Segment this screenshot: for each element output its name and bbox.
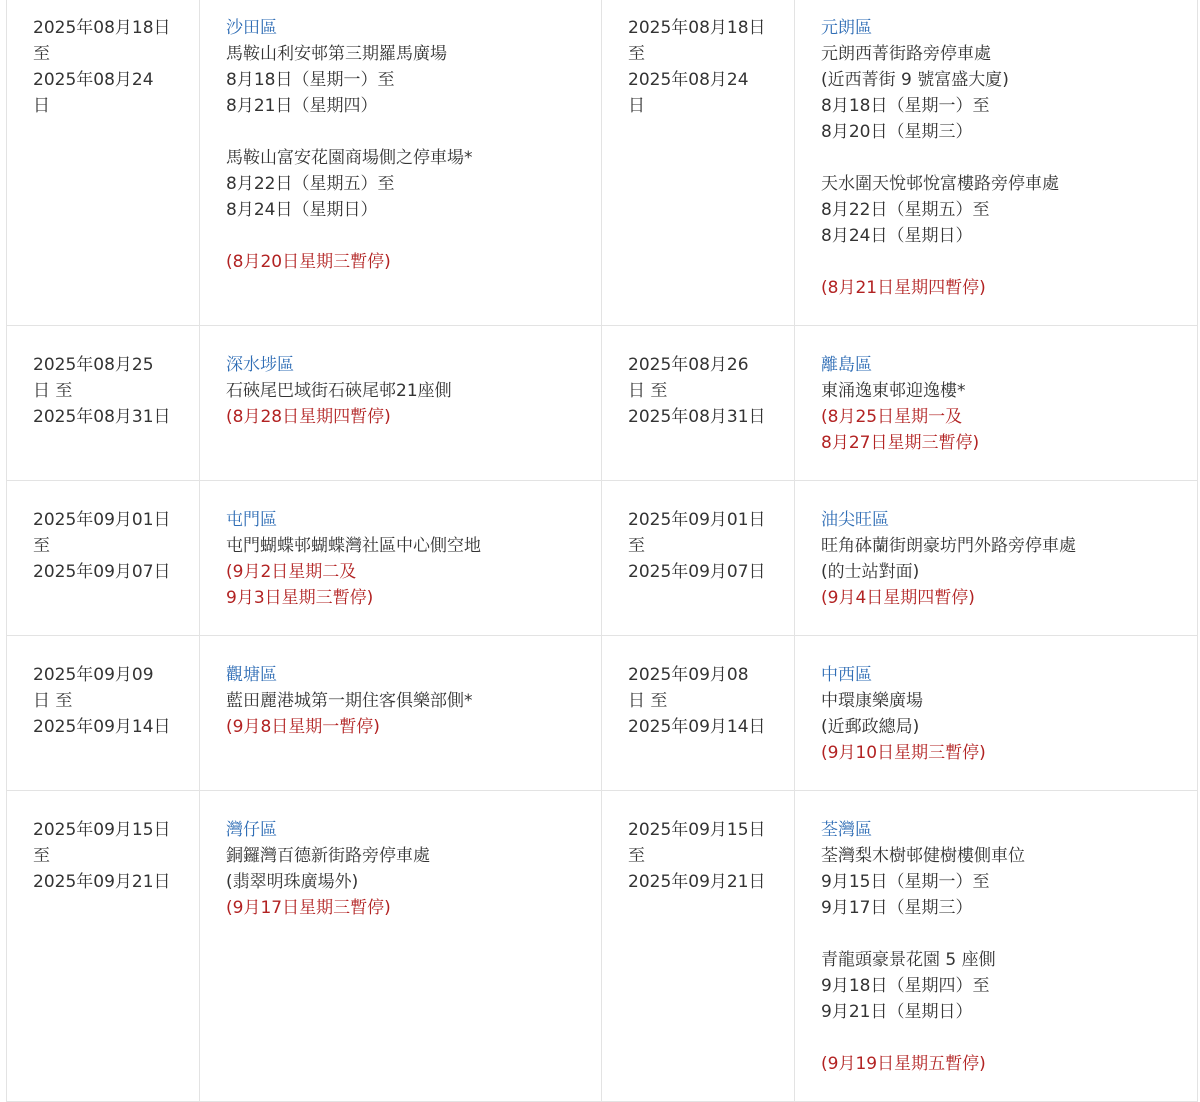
- location-line: 東涌逸東邨迎逸樓*: [821, 381, 966, 401]
- suspension-notice: (8月20日星期三暫停): [226, 252, 391, 272]
- spacer: [821, 249, 1173, 275]
- date-line: 至: [628, 536, 645, 556]
- date-line: 2025年08月18日: [33, 18, 171, 38]
- suspension-notice: (9月8日星期一暫停): [226, 717, 380, 737]
- suspension-notice: (8月21日星期四暫停): [821, 278, 986, 298]
- location-line: 天水圍天悅邨悅富樓路旁停車處: [821, 174, 1059, 194]
- date-cell: [602, 636, 795, 791]
- location-cell: [200, 636, 602, 791]
- date-cell: [602, 0, 795, 326]
- location-line: 銅鑼灣百德新街路旁停車處: [226, 846, 430, 866]
- date-line: 日 至: [628, 381, 668, 401]
- location-line: (的士站對面): [821, 562, 920, 582]
- schedule-line: 9月21日（星期日）: [821, 1002, 973, 1022]
- district-link[interactable]: 深水埗區: [226, 355, 294, 375]
- date-line: 日 至: [33, 691, 73, 711]
- location-cell: [200, 326, 602, 481]
- schedule-line: 9月15日（星期一）至: [821, 872, 990, 892]
- table-row: [7, 481, 1198, 636]
- location-line: (近郵政總局): [821, 717, 920, 737]
- date-cell: [7, 326, 200, 481]
- district-link[interactable]: 沙田區: [226, 18, 277, 38]
- date-line: 日: [628, 96, 645, 116]
- date-line: 2025年08月25: [33, 355, 154, 375]
- location-line: (近西菁街 9 號富盛大廈): [821, 70, 1009, 90]
- date-line: 2025年08月24: [33, 70, 154, 90]
- location-line: 屯門蝴蝶邨蝴蝶灣社區中心側空地: [226, 536, 481, 556]
- schedule-line: 8月18日（星期一）至: [821, 96, 990, 116]
- schedule-body: [7, 0, 1198, 1102]
- date-line: 2025年09月01日: [33, 510, 171, 530]
- location-line: 荃灣梨木樹邨健樹樓側車位: [821, 846, 1025, 866]
- date-cell: [7, 791, 200, 1102]
- date-line: 2025年09月08: [628, 665, 749, 685]
- schedule-line: 8月24日（星期日）: [821, 226, 973, 246]
- date-cell: [602, 791, 795, 1102]
- table-row: [7, 0, 1198, 326]
- location-cell: [200, 791, 602, 1102]
- date-line: 至: [628, 846, 645, 866]
- date-line: 2025年08月26: [628, 355, 749, 375]
- spacer: [821, 145, 1173, 171]
- suspension-notice: (9月19日星期五暫停): [821, 1054, 986, 1074]
- district-link[interactable]: 中西區: [821, 665, 872, 685]
- schedule-line: 9月17日（星期三）: [821, 898, 973, 918]
- schedule-line: 8月21日（星期四）: [226, 96, 378, 116]
- date-line: 2025年08月24: [628, 70, 749, 90]
- district-link[interactable]: 離島區: [821, 355, 872, 375]
- suspension-notice: (9月4日星期四暫停): [821, 588, 975, 608]
- date-line: 日 至: [628, 691, 668, 711]
- location-line: 中環康樂廣場: [821, 691, 923, 711]
- date-line: 2025年09月21日: [33, 872, 171, 892]
- suspension-notice: 8月27日星期三暫停): [821, 433, 980, 453]
- location-line: 馬鞍山富安花園商場側之停車場*: [226, 148, 473, 168]
- spacer: [226, 223, 577, 249]
- location-line: 石硤尾巴域街石硤尾邨21座側: [226, 381, 452, 401]
- district-link[interactable]: 屯門區: [226, 510, 277, 530]
- date-line: 2025年08月31日: [33, 407, 171, 427]
- location-cell: [795, 481, 1198, 636]
- location-cell: [200, 0, 602, 326]
- date-line: 2025年09月14日: [33, 717, 171, 737]
- date-line: 至: [33, 846, 50, 866]
- date-line: 2025年09月09: [33, 665, 154, 685]
- schedule-line: 9月18日（星期四）至: [821, 976, 990, 996]
- date-line: 2025年08月18日: [628, 18, 766, 38]
- date-cell: [7, 481, 200, 636]
- date-line: 2025年09月15日: [33, 820, 171, 840]
- schedule-line: 8月20日（星期三）: [821, 122, 973, 142]
- spacer: [821, 921, 1173, 947]
- date-line: 日 至: [33, 381, 73, 401]
- date-cell: [7, 636, 200, 791]
- location-cell: [795, 326, 1198, 481]
- district-link[interactable]: 灣仔區: [226, 820, 277, 840]
- district-link[interactable]: 元朗區: [821, 18, 872, 38]
- date-line: 2025年09月07日: [33, 562, 171, 582]
- table-row: [7, 791, 1198, 1102]
- location-cell: [795, 636, 1198, 791]
- district-link[interactable]: 油尖旺區: [821, 510, 889, 530]
- location-line: 藍田麗港城第一期住客俱樂部側*: [226, 691, 473, 711]
- location-line: 旺角砵蘭街朗豪坊門外路旁停車處: [821, 536, 1076, 556]
- date-line: 2025年09月15日: [628, 820, 766, 840]
- spacer: [821, 1025, 1173, 1051]
- date-line: 2025年09月07日: [628, 562, 766, 582]
- date-cell: [7, 0, 200, 326]
- district-link[interactable]: 荃灣區: [821, 820, 872, 840]
- suspension-notice: (9月10日星期三暫停): [821, 743, 986, 763]
- schedule-line: 8月24日（星期日）: [226, 200, 378, 220]
- table-row: [7, 326, 1198, 481]
- date-line: 至: [628, 44, 645, 64]
- suspension-notice: (8月28日星期四暫停): [226, 407, 391, 427]
- location-cell: [795, 0, 1198, 326]
- district-link[interactable]: 觀塘區: [226, 665, 277, 685]
- location-line: (翡翠明珠廣場外): [226, 872, 359, 892]
- date-line: 日: [33, 96, 50, 116]
- table-row: [7, 636, 1198, 791]
- schedule-table: [6, 0, 1198, 1102]
- suspension-notice: (9月17日星期三暫停): [226, 898, 391, 918]
- date-line: 至: [33, 44, 50, 64]
- date-line: 2025年09月14日: [628, 717, 766, 737]
- schedule-line: 8月22日（星期五）至: [226, 174, 395, 194]
- date-line: 2025年08月31日: [628, 407, 766, 427]
- location-line: 元朗西菁街路旁停車處: [821, 44, 991, 64]
- schedule-line: 8月18日（星期一）至: [226, 70, 395, 90]
- date-cell: [602, 326, 795, 481]
- schedule-line: 8月22日（星期五）至: [821, 200, 990, 220]
- date-line: 2025年09月01日: [628, 510, 766, 530]
- location-line: 青龍頭豪景花園 5 座側: [821, 950, 996, 970]
- spacer: [226, 119, 577, 145]
- location-cell: [200, 481, 602, 636]
- suspension-notice: (9月2日星期二及: [226, 562, 357, 582]
- date-line: 至: [33, 536, 50, 556]
- date-line: 2025年09月21日: [628, 872, 766, 892]
- suspension-notice: 9月3日星期三暫停): [226, 588, 374, 608]
- suspension-notice: (8月25日星期一及: [821, 407, 963, 427]
- location-cell: [795, 791, 1198, 1102]
- location-line: 馬鞍山利安邨第三期羅馬廣場: [226, 44, 447, 64]
- date-cell: [602, 481, 795, 636]
